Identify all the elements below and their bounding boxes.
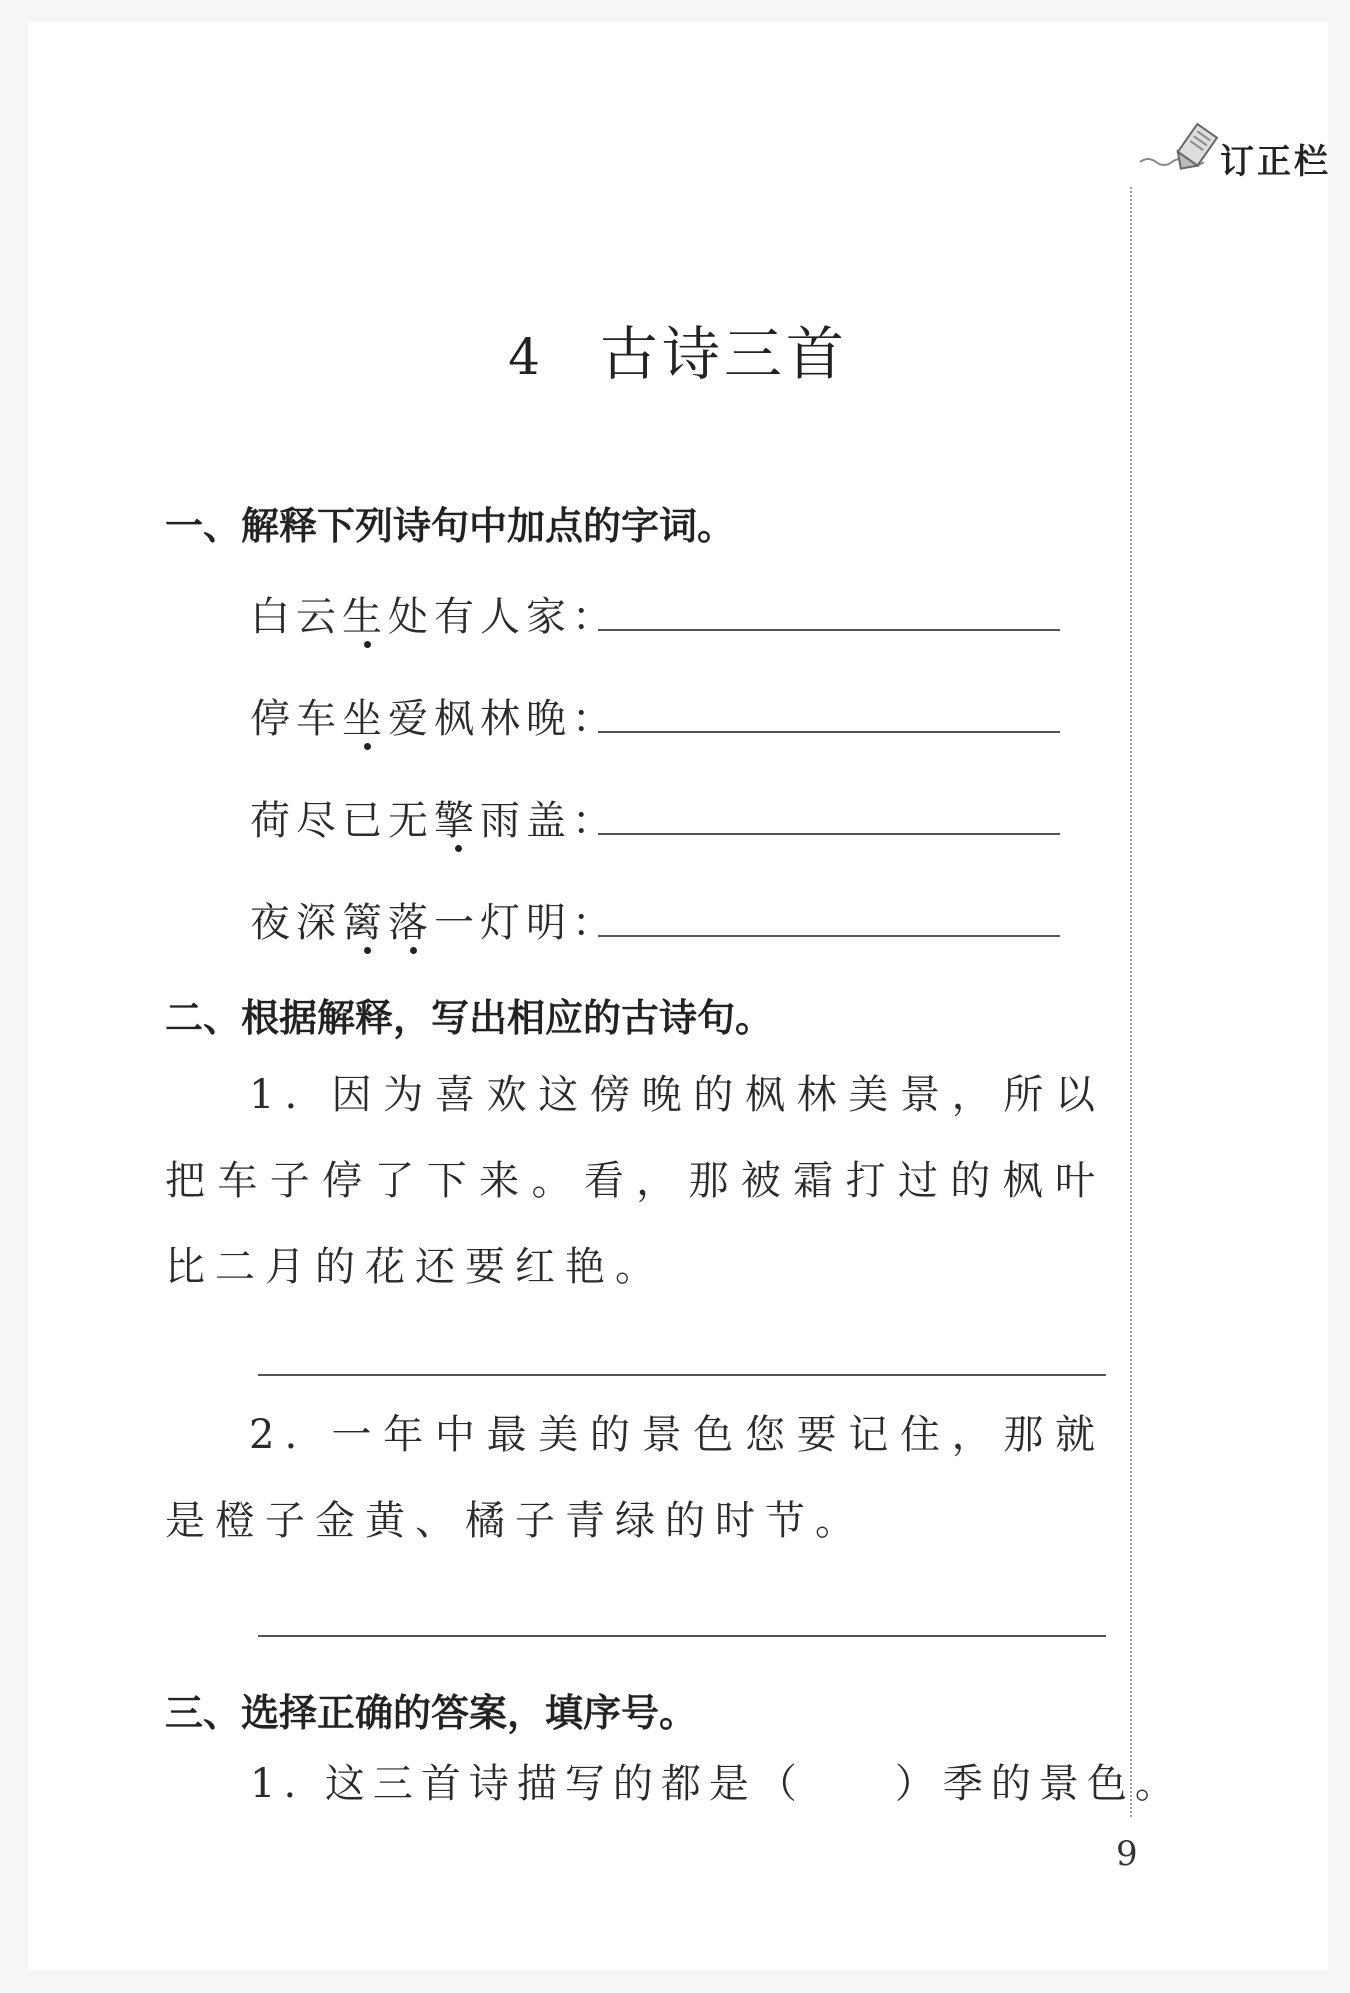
question-3-1-text-after: ）季的景色。 xyxy=(894,1761,1183,1807)
answer-line-3[interactable] xyxy=(598,833,1060,835)
emphasis-dot xyxy=(410,947,417,954)
poem-line-4 xyxy=(250,891,618,951)
emphasis-dot xyxy=(455,845,462,852)
question-3-1-text-before: 1. 这三首诗描写的都是（ xyxy=(250,1761,805,1807)
worksheet-page xyxy=(28,22,1331,1970)
lesson-title xyxy=(28,307,1328,391)
answer-line-2-2[interactable] xyxy=(258,1635,1106,1637)
question-2-1: 1. 因为喜欢这傍晚的枫林美景，所以把车子停了下来。看，那被霜打过的枫叶比二月的花还要红艳。 xyxy=(165,1072,1105,1290)
question-3-1 xyxy=(250,1752,1183,1809)
answer-line-2[interactable] xyxy=(598,731,1060,733)
answer-line-1[interactable] xyxy=(598,629,1060,631)
section-1-heading: 一、解释下列诗句中加点的字词。 xyxy=(165,504,736,548)
poem-text-3: 荷尽已无擎雨盖： xyxy=(250,798,618,844)
section-3-heading: 三、选择正确的答案，填序号。 xyxy=(165,1691,698,1735)
poem-text-2: 停车坐爱枫林晚： xyxy=(250,696,618,742)
correction-column-header xyxy=(1138,122,1350,182)
poem-line-3 xyxy=(250,789,618,849)
correction-column-label: 订正栏 xyxy=(1220,142,1331,182)
lesson-title-text: 古诗三首 xyxy=(599,320,848,388)
section-2-heading: 二、根据解释，写出相应的古诗句。 xyxy=(165,996,774,1040)
emphasis-dot xyxy=(364,641,371,648)
emphasis-dot xyxy=(364,743,371,750)
dotted-divider xyxy=(1130,187,1132,1817)
page-number: 9 xyxy=(1116,1834,1138,1874)
lesson-number: 4 xyxy=(508,328,544,386)
poem-line-2 xyxy=(250,687,618,747)
question-2-2: 2. 一年中最美的景色您要记住，那就是橙子金黄、橘子青绿的时节。 xyxy=(165,1412,1105,1544)
answer-line-4[interactable] xyxy=(598,935,1060,937)
poem-line-1 xyxy=(250,585,618,645)
poem-text-1: 白云生处有人家： xyxy=(250,594,618,640)
pencil-icon xyxy=(1138,122,1228,182)
emphasis-dot xyxy=(364,947,371,954)
answer-line-2-1[interactable] xyxy=(258,1374,1106,1376)
poem-text-4: 夜深篱落一灯明： xyxy=(250,900,618,946)
